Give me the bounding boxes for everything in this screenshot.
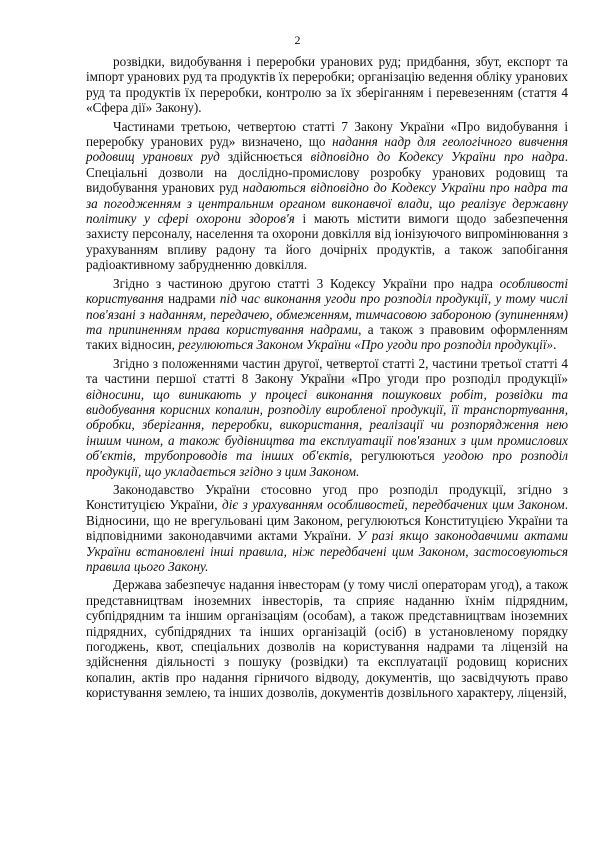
- text-segment: , а також з правовим оформленням таких відносин,: [86, 321, 569, 353]
- paragraph-p6: [86, 577, 568, 700]
- document-body: [86, 54, 568, 704]
- text-segment: .: [553, 337, 557, 353]
- italic-text-segment: діє з урахуванням особливостей, передбачених цим Законом: [222, 497, 565, 513]
- text-segment: . Спеціальні дозволи на дослідно-промислову розробку уранових родовищ та видобування уранових руд: [86, 149, 568, 196]
- text-segment: Законодавство України стосовно угод про розподіл продукції, згідно з Конституцією України,: [86, 481, 568, 513]
- text-segment: Частинами третьою, четвертою статті 7 Закону України «Про видобування і переробку уранових руд» визначено, що: [86, 118, 568, 150]
- italic-text-segment: надаються відповідно до Кодексу України про надра та за погодженням з центральним органом виконавчої влади, що реалізує державну політику у сфері охорони здоров'я: [86, 180, 569, 227]
- italic-text-segment: угодою про розподіл продукції, що укладається згідно з цим Законом.: [86, 448, 568, 479]
- text-segment: , регулюються: [348, 448, 444, 464]
- text-segment: Держава забезпечує надання інвесторам (у тому числі операторам угод), а також представництвам іноземних інвесторів, та сприяє наданню їхнім підрядним, субпідрядним та іншим організаціям (особам), а також представництвам іноземних підрядних, субпідрядних та інших організацій (осіб) в установленому порядку погоджень, квот, спеціальних дозволів на користування надрами та ліцензій на здійснення діяльності з пошуку (розвідки) та експлуатації родовищ корисних копалин, актів про надання гірничого відводу, документів, що засвідчують право користування землею, та інших дозволів, документів дозвільного характеру, ліцензій,: [86, 577, 568, 701]
- italic-text-segment: У разі якщо законодавчими актами України встановлені інші правила, ніж передбачені цим Законом, застосовуються правила цього Закону.: [86, 528, 568, 574]
- paragraph-p1: [86, 54, 568, 116]
- italic-text-segment: відповідно до Кодексу України про надра: [310, 149, 565, 165]
- italic-text-segment: відносини, що виникають у процесі виконання пошукових робіт, розвідки та видобування корисних копалин, розподілу виробленої продукції, її транспортування, обробки, зберігання, переробки, використання, реалізації чи розпорядження нею іншим чином, а також будівництва та експлуатації пов'язаних з цим промислових об'єктів, трубопроводів та інших об'єктів: [86, 386, 568, 464]
- text-segment: здійснюється: [219, 149, 311, 165]
- paragraph-p2: [86, 119, 568, 273]
- italic-text-segment: особливості користування: [86, 275, 568, 307]
- italic-text-segment: під час виконання угоди про розподіл продукції, у тому числі пов'язані з наданням, передачею, обмеженням, тимчасовою забороною (зупиненням) та припиненням права користування надрами: [86, 291, 568, 337]
- paragraph-p3: [86, 276, 568, 353]
- text-segment: і мають містити вимоги щодо забезпечення захисту персоналу, населення та охорони довкілля від іонізуючого випромінювання з урахуванням впливу радону та його дочірніх продуктів, а також запобігання радіоактивному забрудненню довкілля.: [86, 211, 568, 273]
- text-segment: Згідно з частиною другою статті 3 Кодексу України про надра: [113, 275, 500, 291]
- paragraph-p4: [86, 356, 568, 479]
- italic-text-segment: регулюються Законом України «Про угоди про розподіл продукції»: [178, 337, 554, 353]
- text-segment: розвідки, видобування і переробки уранових руд; придбання, збут, експорт та імпорт уранових руд та продуктів їх переробки; організацію ведення обліку уранових руд та продуктів їх переробки, контролю за їх зберіганням і перевезенням (стаття 4 «Сфера дії» Закону).: [86, 54, 568, 116]
- text-segment: . Відносини, що не врегульовані цим Законом, регулюються Конституцією України та відповідними законодавчими актами України.: [86, 497, 568, 544]
- text-segment: Згідно з положеннями частин другої, четвертої статті 2, частини третьої статті 4 та частини першої статті 8 Закону України «Про угоди про розподіл продукції»: [86, 355, 568, 387]
- page-number: 2: [294, 33, 301, 47]
- text-segment: надрами: [163, 291, 220, 307]
- italic-text-segment: надання надр для геологічного вивчення родовищ уранових руд: [86, 134, 568, 165]
- paragraph-p5: [86, 482, 568, 574]
